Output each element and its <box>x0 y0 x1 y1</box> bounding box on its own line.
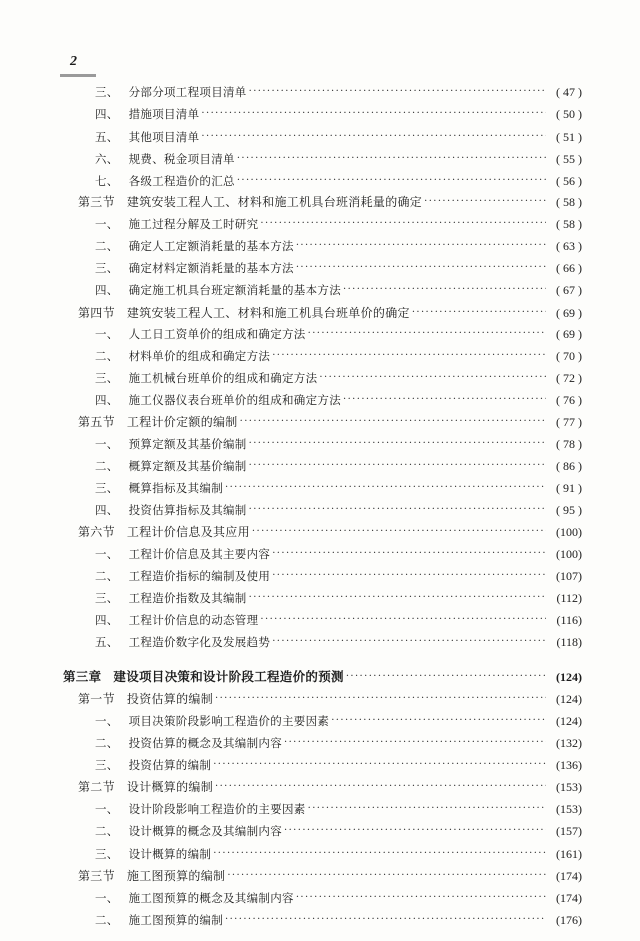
toc-entry-title: 工程造价数字化及发展趋势 <box>128 635 271 649</box>
toc-entry-number: 四、 <box>95 107 119 121</box>
toc-item-row <box>95 83 582 101</box>
dot-leader <box>201 105 546 123</box>
toc-entry-label <box>95 281 341 299</box>
toc-section-row <box>78 304 582 322</box>
dot-leader <box>252 523 546 541</box>
toc-item-row <box>95 457 582 475</box>
toc-entry-label <box>95 501 247 519</box>
toc-item-row <box>95 105 582 123</box>
dot-leader <box>308 325 546 343</box>
toc-page-number: ( 91 ) <box>556 481 582 495</box>
toc-entry-number: 一、 <box>95 327 119 341</box>
dot-leader <box>227 867 546 885</box>
toc-entry-title: 投资估算的概念及其编制内容 <box>128 736 283 750</box>
toc-entry-label <box>63 668 344 686</box>
dot-leader <box>296 889 546 907</box>
toc-entry-number: 第五节 <box>78 415 115 429</box>
dot-leader <box>331 712 546 730</box>
dot-leader <box>225 479 546 497</box>
toc-section-row <box>78 193 582 211</box>
dot-leader <box>237 172 546 190</box>
dot-leader <box>249 435 546 453</box>
toc-entry-label <box>95 567 270 585</box>
toc-entry-title: 设计概算的编制 <box>128 847 212 861</box>
toc-page-number: ( 78 ) <box>556 437 582 451</box>
toc-page-number: (116) <box>556 613 582 627</box>
toc-entry-number: 六、 <box>95 152 119 166</box>
toc-page-number: ( 69 ) <box>556 327 582 341</box>
dot-leader <box>249 589 546 607</box>
toc-entry-title: 建筑安装工程人工、材料和施工机具台班单价的确定 <box>126 306 410 320</box>
toc-entry-number: 一、 <box>95 437 119 451</box>
toc-entry-title: 工程造价指数及其编制 <box>128 591 247 605</box>
toc-entry-title: 建设项目决策和设计阶段工程造价的预测 <box>113 669 344 684</box>
toc-entry-title: 施工图预算的编制 <box>128 913 224 927</box>
dot-leader <box>215 778 546 796</box>
dot-leader <box>272 567 546 585</box>
dot-leader <box>308 800 546 818</box>
dot-leader <box>296 237 546 255</box>
toc-item-row <box>95 128 582 146</box>
toc-page-number: ( 72 ) <box>556 371 582 385</box>
toc-entry-label <box>95 712 329 730</box>
toc-item-row <box>95 501 582 519</box>
toc-item-row <box>95 369 582 387</box>
toc-page-number: (153) <box>556 780 582 794</box>
toc-entry-number: 五、 <box>95 635 119 649</box>
toc-entry-number: 第一节 <box>78 692 115 706</box>
toc-page-number: (118) <box>556 635 582 649</box>
toc-entry-number: 二、 <box>95 569 119 583</box>
toc-entry-title: 建筑安装工程人工、材料和施工机具台班消耗量的确定 <box>126 195 423 209</box>
toc-entry-title: 投资估算的编制 <box>126 692 214 706</box>
dot-leader <box>201 128 546 146</box>
toc-page-number: ( 58 ) <box>556 217 582 231</box>
toc-entry-number: 二、 <box>95 824 119 838</box>
toc-page-number: ( 95 ) <box>556 503 582 517</box>
dot-leader <box>272 347 546 365</box>
toc-page-number: (124) <box>556 670 582 684</box>
toc-entry-number: 二、 <box>95 913 119 927</box>
toc-entry-label <box>95 822 282 840</box>
toc-entry-label <box>95 545 270 563</box>
toc-entry-title: 工程造价指标的编制及使用 <box>128 569 271 583</box>
toc-entry-title: 措施项目清单 <box>128 107 200 121</box>
toc-section-row <box>78 413 582 431</box>
toc-page-number: ( 47 ) <box>556 85 582 99</box>
toc-entry-number: 四、 <box>95 393 119 407</box>
toc-item-row <box>95 911 582 929</box>
toc-entry-label <box>95 172 235 190</box>
toc-page-number: ( 56 ) <box>556 174 582 188</box>
dot-leader <box>213 756 546 774</box>
toc-entry-number: 一、 <box>95 547 119 561</box>
toc-entry-label <box>95 215 258 233</box>
toc-entry-label <box>95 150 235 168</box>
toc-entry-label <box>95 128 199 146</box>
toc-page-number: (132) <box>556 736 582 750</box>
dot-leader <box>260 215 546 233</box>
toc-entry-number: 一、 <box>95 802 119 816</box>
toc-item-row <box>95 734 582 752</box>
toc-item-row <box>95 215 582 233</box>
toc-page-number: (112) <box>556 591 582 605</box>
toc-entry-title: 施工图预算的编制 <box>126 869 226 883</box>
toc-entry-title: 工程计价信息及其主要内容 <box>128 547 271 561</box>
toc-item-row <box>95 325 582 343</box>
toc-item-row <box>95 589 582 607</box>
toc-entry-number: 第四节 <box>78 306 115 320</box>
toc-entry-number: 三、 <box>95 481 119 495</box>
toc-entry-number: 第三节 <box>78 869 115 883</box>
toc-entry-number: 四、 <box>95 503 119 517</box>
toc-entry-title: 工程计价定额的编制 <box>126 415 238 429</box>
toc-entry-label <box>78 413 238 431</box>
toc-page-number: (107) <box>556 569 582 583</box>
toc-entry-number: 四、 <box>95 283 119 297</box>
dot-leader <box>215 690 546 708</box>
toc-entry-number: 三、 <box>95 847 119 861</box>
dot-leader <box>240 413 546 431</box>
toc-entry-label <box>95 479 223 497</box>
toc-page-number: (157) <box>556 824 582 838</box>
toc-item-row <box>95 347 582 365</box>
toc-entry-label <box>95 259 294 277</box>
toc-entry-label <box>95 756 211 774</box>
dot-leader <box>284 822 546 840</box>
toc-entry-title: 其他项目清单 <box>128 130 200 144</box>
toc-entry-number: 第三章 <box>63 669 102 684</box>
toc-item-row <box>95 435 582 453</box>
toc-item-row <box>95 845 582 863</box>
toc-entry-number: 三、 <box>95 758 119 772</box>
toc-section-row <box>78 867 582 885</box>
toc-section-row <box>78 523 582 541</box>
toc-entry-label <box>95 457 247 475</box>
toc-entry-label <box>95 611 258 629</box>
toc-entry-title: 确定材料定额消耗量的基本方法 <box>128 261 294 275</box>
toc-entry-label <box>95 889 294 907</box>
toc-entry-title: 项目决策阶段影响工程造价的主要因素 <box>128 714 330 728</box>
toc-page-number: (100) <box>556 547 582 561</box>
toc-entry-label <box>95 911 223 929</box>
toc-page-number: ( 69 ) <box>556 306 582 320</box>
dot-leader <box>319 369 546 387</box>
dot-leader <box>225 911 546 929</box>
toc-entry-number: 一、 <box>95 217 119 231</box>
toc-entry-label <box>95 237 294 255</box>
toc-entry-title: 设计阶段影响工程造价的主要因素 <box>128 802 306 816</box>
toc-page-number: ( 66 ) <box>556 261 582 275</box>
toc-entry-title: 设计概算的概念及其编制内容 <box>128 824 283 838</box>
toc-entry-title: 施工过程分解及工时研究 <box>128 217 259 231</box>
toc-page-number: ( 67 ) <box>556 283 582 297</box>
toc-entry-number: 七、 <box>95 174 119 188</box>
toc-entry-number: 三、 <box>95 591 119 605</box>
toc-entry-title: 确定人工定额消耗量的基本方法 <box>128 239 294 253</box>
toc-entry-label <box>78 193 422 211</box>
dot-leader <box>213 845 546 863</box>
dot-leader <box>343 281 546 299</box>
toc-page-number: (153) <box>556 802 582 816</box>
toc-item-row <box>95 479 582 497</box>
toc-item-row <box>95 259 582 277</box>
toc-entry-number: 三、 <box>95 85 119 99</box>
toc-entry-number: 一、 <box>95 891 119 905</box>
dot-leader <box>249 457 546 475</box>
toc-entry-label <box>78 690 213 708</box>
toc-entry-number: 第六节 <box>78 525 115 539</box>
toc-entry-title: 概算定额及其基价编制 <box>128 459 247 473</box>
toc-page-number: ( 58 ) <box>556 195 582 209</box>
toc-entry-number: 第二节 <box>78 780 115 794</box>
toc-entry-label <box>95 589 247 607</box>
dot-leader <box>412 304 546 322</box>
dot-leader <box>296 259 546 277</box>
toc-item-row <box>95 633 582 651</box>
toc-page-number: (136) <box>556 758 582 772</box>
dot-leader <box>424 193 546 211</box>
toc-item-row <box>95 567 582 585</box>
toc-entry-number: 二、 <box>95 239 119 253</box>
dot-leader <box>346 668 546 686</box>
dot-leader <box>284 734 546 752</box>
toc-item-row <box>95 889 582 907</box>
toc-chapter-row <box>63 668 582 686</box>
toc-entry-title: 分部分项工程项目清单 <box>128 85 247 99</box>
toc-item-row <box>95 237 582 255</box>
toc-page-number: ( 63 ) <box>556 239 582 253</box>
dot-leader <box>343 391 546 409</box>
toc-entry-label <box>78 523 250 541</box>
toc-entry-title: 材料单价的组成和确定方法 <box>128 349 271 363</box>
toc-section-row <box>78 690 582 708</box>
dot-leader <box>272 633 546 651</box>
toc-entry-number: 二、 <box>95 349 119 363</box>
toc-page-number: (124) <box>556 692 582 706</box>
toc-entry-title: 设计概算的编制 <box>126 780 214 794</box>
toc-entry-number: 第三节 <box>78 195 115 209</box>
toc-entry-label <box>78 867 225 885</box>
toc-page-number: ( 70 ) <box>556 349 582 363</box>
toc-page-number: (124) <box>556 714 582 728</box>
toc-item-row <box>95 281 582 299</box>
toc-entry-label <box>95 105 199 123</box>
dot-leader <box>237 150 546 168</box>
toc-page-number: ( 86 ) <box>556 459 582 473</box>
dot-leader <box>249 501 546 519</box>
toc-entry-label <box>95 845 211 863</box>
toc-page-number: (174) <box>556 869 582 883</box>
toc-entry-label <box>95 347 270 365</box>
toc-entry-label <box>95 391 341 409</box>
toc-entry-title: 工程计价信息的动态管理 <box>128 613 259 627</box>
toc-item-row <box>95 150 582 168</box>
toc-entry-label <box>95 325 306 343</box>
dot-leader <box>260 611 546 629</box>
toc-entry-label <box>95 734 282 752</box>
toc-item-row <box>95 391 582 409</box>
toc-page-number: (100) <box>556 525 582 539</box>
page-number: 2 <box>70 54 77 69</box>
toc-entry-number: 四、 <box>95 613 119 627</box>
toc-entry-number: 一、 <box>95 714 119 728</box>
toc-entry-label <box>95 633 270 651</box>
toc-entry-number: 五、 <box>95 130 119 144</box>
toc-entry-label <box>95 369 317 387</box>
toc-item-row <box>95 611 582 629</box>
toc-page-number: (174) <box>556 891 582 905</box>
toc-entry-title: 确定施工机具台班定额消耗量的基本方法 <box>128 283 342 297</box>
toc-page-number: ( 55 ) <box>556 152 582 166</box>
toc-page-number: (161) <box>556 847 582 861</box>
toc-entry-title: 各级工程造价的汇总 <box>128 174 235 188</box>
toc-entry-label <box>78 778 213 796</box>
toc-entry-title: 投资估算指标及其编制 <box>128 503 247 517</box>
toc-entry-number: 二、 <box>95 736 119 750</box>
toc-entry-title: 施工图预算的概念及其编制内容 <box>128 891 294 905</box>
toc-page-number: (176) <box>556 913 582 927</box>
toc-entry-title: 投资估算的编制 <box>128 758 212 772</box>
toc-item-row <box>95 545 582 563</box>
toc-item-row <box>95 172 582 190</box>
toc-item-row <box>95 822 582 840</box>
toc-entry-number: 三、 <box>95 261 119 275</box>
toc-entry-title: 人工日工资单价的组成和确定方法 <box>128 327 306 341</box>
toc-entry-title: 概算指标及其编制 <box>128 481 224 495</box>
toc-entry-number: 三、 <box>95 371 119 385</box>
toc-entry-label <box>95 800 306 818</box>
toc-entry-number: 二、 <box>95 459 119 473</box>
dot-leader <box>249 83 546 101</box>
toc-entry-title: 预算定额及其基价编制 <box>128 437 247 451</box>
toc-entry-title: 施工机械台班单价的组成和确定方法 <box>128 371 318 385</box>
toc-section-row <box>78 778 582 796</box>
toc-entry-title: 施工仪器仪表台班单价的组成和确定方法 <box>128 393 342 407</box>
toc-page-number: ( 76 ) <box>556 393 582 407</box>
toc-entry-label <box>78 304 410 322</box>
toc-item-row <box>95 800 582 818</box>
toc-entry-label <box>95 83 247 101</box>
toc-item-row <box>95 756 582 774</box>
toc-page-number: ( 77 ) <box>556 415 582 429</box>
page-number-underline <box>60 74 96 77</box>
toc-page-number: ( 51 ) <box>556 130 582 144</box>
toc-page-number: ( 50 ) <box>556 107 582 121</box>
toc-item-row <box>95 712 582 730</box>
dot-leader <box>272 545 546 563</box>
toc-entry-title: 工程计价信息及其应用 <box>126 525 250 539</box>
toc-entry-label <box>95 435 247 453</box>
toc-entry-title: 规费、税金项目清单 <box>128 152 235 166</box>
